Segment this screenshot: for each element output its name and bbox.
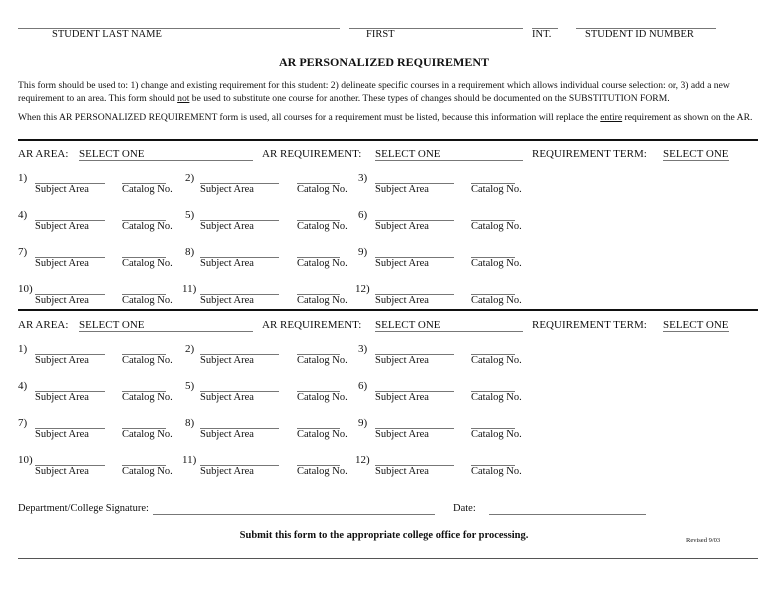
subject-area-label: Subject Area (375, 429, 429, 440)
instructions-paragraph-2 (18, 112, 753, 125)
requirement-term-select[interactable]: SELECT ONE (663, 148, 729, 160)
subject-area-label: Subject Area (35, 221, 89, 232)
signature-label: Department/College Signature: (18, 503, 149, 514)
bottom-divider (18, 558, 758, 559)
emphasis-entire: entire (600, 112, 623, 123)
subject-area-label: Subject Area (375, 466, 429, 477)
catalog-number-label: Catalog No. (471, 429, 522, 440)
catalog-number-label: Catalog No. (471, 258, 522, 269)
subject-area-label: Subject Area (375, 221, 429, 232)
catalog-number-label: Catalog No. (471, 355, 522, 366)
course-number: 1) (18, 172, 28, 184)
course-number: 3) (358, 343, 368, 355)
course-number: 9) (358, 246, 368, 258)
catalog-number-label: Catalog No. (297, 466, 348, 477)
catalog-number-label: Catalog No. (122, 258, 173, 269)
page-title: AR PERSONALIZED REQUIREMENT (278, 55, 490, 69)
course-number: 8) (185, 246, 195, 258)
subject-area-label: Subject Area (35, 258, 89, 269)
catalog-number-label: Catalog No. (122, 392, 173, 403)
course-number: 4) (18, 209, 28, 221)
course-number: 4) (18, 380, 28, 392)
requirement-term-select[interactable]: SELECT ONE (663, 319, 729, 331)
ar-area-label: AR AREA: (18, 148, 69, 160)
subject-area-label: Subject Area (35, 392, 89, 403)
course-number: 2) (185, 343, 195, 355)
course-number: 11) (182, 454, 197, 466)
subject-area-label: Subject Area (200, 429, 254, 440)
course-number: 7) (18, 246, 28, 258)
subject-area-label: Subject Area (375, 184, 429, 195)
student-id-label: STUDENT ID NUMBER (585, 29, 694, 40)
ar-area-select[interactable]: SELECT ONE (79, 148, 253, 161)
catalog-number-label: Catalog No. (122, 295, 173, 306)
course-number: 6) (358, 209, 368, 221)
catalog-number-label: Catalog No. (122, 429, 173, 440)
signature-field[interactable] (153, 514, 435, 515)
emphasis-not: not (177, 92, 190, 104)
course-number: 3) (358, 172, 368, 184)
revision-note: Revised 9/03 (686, 537, 721, 544)
catalog-number-label: Catalog No. (471, 221, 522, 232)
catalog-number-label: Catalog No. (471, 184, 522, 195)
course-number: 1) (18, 343, 28, 355)
course-number: 6) (358, 380, 368, 392)
date-field[interactable] (489, 514, 646, 515)
subject-area-label: Subject Area (35, 429, 89, 440)
last-name-label: STUDENT LAST NAME (52, 29, 162, 40)
first-name-label: FIRST (366, 29, 395, 40)
ar-requirement-select[interactable]: SELECT ONE (375, 148, 523, 161)
subject-area-label: Subject Area (375, 295, 429, 306)
ar-requirement-label: AR REQUIREMENT: (262, 319, 362, 331)
catalog-number-label: Catalog No. (471, 295, 522, 306)
subject-area-label: Subject Area (200, 466, 254, 477)
instruction-text: When this AR PERSONALIZED REQUIREMENT form is used, all courses for a requirement must be listed, because this information will replace the (18, 112, 601, 123)
instruction-text: requirement as shown on the AR. (622, 112, 753, 123)
subject-area-label: Subject Area (35, 466, 89, 477)
course-number: 9) (358, 417, 368, 429)
subject-area-label: Subject Area (200, 184, 254, 195)
course-number: 2) (185, 172, 195, 184)
catalog-number-label: Catalog No. (297, 355, 348, 366)
course-number: 10) (18, 283, 33, 295)
subject-area-label: Subject Area (375, 392, 429, 403)
subject-area-label: Subject Area (200, 295, 254, 306)
course-number: 7) (18, 417, 28, 429)
catalog-number-label: Catalog No. (122, 184, 173, 195)
subject-area-label: Subject Area (35, 184, 89, 195)
subject-area-label: Subject Area (375, 258, 429, 269)
subject-area-label: Subject Area (200, 258, 254, 269)
catalog-number-label: Catalog No. (471, 466, 522, 477)
subject-area-label: Subject Area (35, 355, 89, 366)
initial-label: INT. (532, 29, 552, 40)
instructions-paragraph-1 (18, 80, 753, 105)
course-number: 12) (355, 454, 370, 466)
instruction-text: This form should be used to: 1) change and existing requirement for this student: 2) delineate specific courses in a requirement which allows individual course selection: or, 3) add a new requirement to an area. This form should (18, 80, 730, 104)
catalog-number-label: Catalog No. (297, 295, 348, 306)
section-divider (18, 309, 758, 311)
ar-requirement-select[interactable]: SELECT ONE (375, 319, 523, 332)
catalog-number-label: Catalog No. (122, 466, 173, 477)
section-divider (18, 139, 758, 141)
subject-area-label: Subject Area (375, 355, 429, 366)
date-label: Date: (453, 503, 476, 514)
subject-area-label: Subject Area (35, 295, 89, 306)
course-number: 10) (18, 454, 33, 466)
catalog-number-label: Catalog No. (297, 429, 348, 440)
ar-area-label: AR AREA: (18, 319, 69, 331)
course-number: 8) (185, 417, 195, 429)
ar-requirement-label: AR REQUIREMENT: (262, 148, 362, 160)
course-number: 11) (182, 283, 197, 295)
instruction-text: be used to substitute one course for another. These types of changes should be documented on the SUBSTITUTION FORM. (189, 92, 670, 104)
catalog-number-label: Catalog No. (471, 392, 522, 403)
course-number: 5) (185, 209, 195, 221)
requirement-term-label: REQUIREMENT TERM: (532, 148, 647, 160)
catalog-number-label: Catalog No. (297, 184, 348, 195)
ar-area-select[interactable]: SELECT ONE (79, 319, 253, 332)
catalog-number-label: Catalog No. (122, 221, 173, 232)
catalog-number-label: Catalog No. (297, 392, 348, 403)
subject-area-label: Subject Area (200, 355, 254, 366)
requirement-term-label: REQUIREMENT TERM: (532, 319, 647, 331)
catalog-number-label: Catalog No. (297, 258, 348, 269)
course-number: 5) (185, 380, 195, 392)
catalog-number-label: Catalog No. (122, 355, 173, 366)
course-number: 12) (355, 283, 370, 295)
subject-area-label: Subject Area (200, 392, 254, 403)
submit-instruction: Submit this form to the appropriate college office for processing. (239, 530, 529, 541)
catalog-number-label: Catalog No. (297, 221, 348, 232)
subject-area-label: Subject Area (200, 221, 254, 232)
